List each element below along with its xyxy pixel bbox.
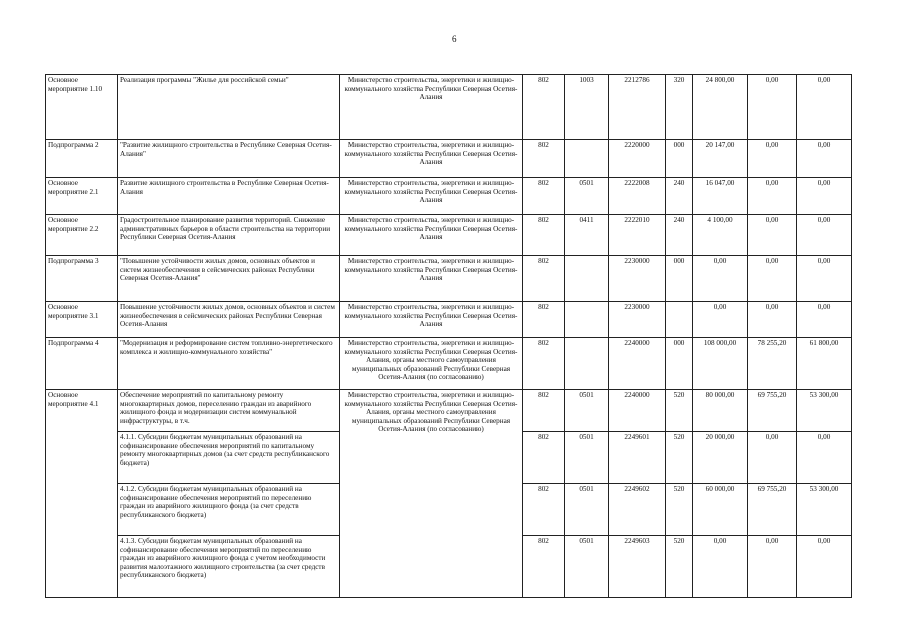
row-name: 4.1.1. Субсидии бюджетам муниципальных образований на софинансирование обеспечения мероприятий по капитальному ремонту многоквартирных домов (за счет средств республиканского бюджета): [118, 432, 340, 484]
row-amount-y1: 24 800,00: [693, 75, 748, 140]
row-amount-y3: 0,00: [797, 140, 852, 178]
row-executor: Министерство строительства, энергетики и жилищно-коммунального хозяйства Республики Северная Осетия-Алания: [340, 140, 523, 178]
row-amount-y1: 0,00: [693, 256, 748, 302]
row-name: "Развитие жилищного строительства в Республике Северная Осетия-Алания": [118, 140, 340, 178]
row-amount-y3: 0,00: [797, 302, 852, 338]
row-rzpr: 0501: [565, 390, 609, 432]
row-csr: 2249602: [609, 484, 666, 536]
row-grbs: 802: [523, 75, 565, 140]
table-row: [46, 215, 852, 256]
row-amount-y2: 0,00: [748, 140, 797, 178]
row-vr: 240: [666, 215, 693, 256]
row-vr: 000: [666, 338, 693, 390]
row-grbs: 802: [523, 338, 565, 390]
row-amount-y2: 78 255,20: [748, 338, 797, 390]
row-rzpr: 0411: [565, 215, 609, 256]
table-body: [46, 75, 852, 598]
row-amount-y2: 0,00: [748, 536, 797, 598]
row-rzpr: [565, 302, 609, 338]
row-name: Градостроительное планирование развития территорий. Снижение административных барьеров в области строительства на территории Республики Северная Осетия-Алания: [118, 215, 340, 256]
row-vr: 240: [666, 178, 693, 215]
table-row: [46, 338, 852, 390]
row-csr: 2240000: [609, 338, 666, 390]
row-vr: 520: [666, 536, 693, 598]
page-number: 6: [452, 34, 457, 44]
row-rzpr: 0501: [565, 178, 609, 215]
row-amount-y2: 0,00: [748, 178, 797, 215]
row-amount-y1: 16 047,00: [693, 178, 748, 215]
row-amount-y2: 0,00: [748, 215, 797, 256]
row-name: 4.1.3. Субсидии бюджетам муниципальных образований на софинансирование обеспечения мероприятий по переселению граждан из аварийного жилищного фонда с учетом необходимости развития малоэтажного жилищного строительства (за счет средств республиканского бюджета): [118, 536, 340, 598]
row-amount-y1: 20 147,00: [693, 140, 748, 178]
table-row: [46, 75, 852, 140]
row-csr: 2249603: [609, 536, 666, 598]
row-executor: Министерство строительства, энергетики и жилищно-коммунального хозяйства Республики Северная Осетия-Алания, органы местного самоуправления муниципальных образований Республики Северная Осетия-Алания (по согласованию): [340, 338, 523, 390]
row-grbs: 802: [523, 140, 565, 178]
row-code: Подпрограмма 2: [46, 140, 118, 178]
row-amount-y3: 53 300,00: [797, 484, 852, 536]
row-amount-y2: 0,00: [748, 432, 797, 484]
row-amount-y3: 0,00: [797, 75, 852, 140]
row-vr: 520: [666, 484, 693, 536]
row-vr: 520: [666, 390, 693, 432]
row-amount-y3: 0,00: [797, 536, 852, 598]
row-name: "Модернизация и реформирование систем топливно-энергетического комплекса и жилищно-коммунального хозяйства": [118, 338, 340, 390]
row-name: Реализация программы "Жилье для российской семьи": [118, 75, 340, 140]
row-name: Повышение устойчивости жилых домов, основных объектов и систем жизнеобеспечения в сейсмических районах Республики Северная Осетия-Алания: [118, 302, 340, 338]
row-grbs: 802: [523, 390, 565, 432]
row-csr: 2230000: [609, 256, 666, 302]
row-csr: 2230000: [609, 302, 666, 338]
row-executor: Министерство строительства, энергетики и жилищно-коммунального хозяйства Республики Северная Осетия-Алания: [340, 256, 523, 302]
row-amount-y1: 80 000,00: [693, 390, 748, 432]
row-rzpr: [565, 140, 609, 178]
row-rzpr: [565, 256, 609, 302]
row-amount-y1: 108 000,00: [693, 338, 748, 390]
group-code: Основное мероприятие 4.1: [46, 390, 118, 598]
row-name: 4.1.2. Субсидии бюджетам муниципальных образований на софинансирование обеспечения мероприятий по переселению граждан из аварийного жилищного фонда (за счет средств республиканского бюджета): [118, 484, 340, 536]
row-csr: 2220000: [609, 140, 666, 178]
row-rzpr: 1003: [565, 75, 609, 140]
row-executor: Министерство строительства, энергетики и жилищно-коммунального хозяйства Республики Северная Осетия-Алания: [340, 75, 523, 140]
row-amount-y2: 0,00: [748, 75, 797, 140]
row-amount-y2: 0,00: [748, 302, 797, 338]
row-rzpr: [565, 338, 609, 390]
row-code: Подпрограмма 4: [46, 338, 118, 390]
row-grbs: 802: [523, 432, 565, 484]
row-csr: 2249601: [609, 432, 666, 484]
row-amount-y2: 0,00: [748, 256, 797, 302]
group-executor: Министерство строительства, энергетики и жилищно-коммунального хозяйства Республики Северная Осетия-Алания, органы местного самоуправления муниципальных образований Республики Северная Осетия-Алания (по согласованию): [340, 390, 523, 598]
row-name: Развитие жилищного строительства в Республике Северная Осетия-Алания: [118, 178, 340, 215]
row-rzpr: 0501: [565, 484, 609, 536]
row-amount-y2: 69 755,20: [748, 390, 797, 432]
row-grbs: 802: [523, 256, 565, 302]
table-row: [46, 140, 852, 178]
row-name: "Повышение устойчивости жилых домов, основных объектов и систем жизнеобеспечения в сейсмических районах Республики Северная Осетия-Алания": [118, 256, 340, 302]
row-name: Обеспечение мероприятий по капитальному ремонту многоквартирных домов, переселению граждан из аварийного жилищного фонда и модернизации систем коммунальной инфраструктуры, в т.ч.: [118, 390, 340, 432]
row-code: Основное мероприятие 1.10: [46, 75, 118, 140]
row-amount-y1: 20 000,00: [693, 432, 748, 484]
row-grbs: 802: [523, 302, 565, 338]
row-csr: 2222008: [609, 178, 666, 215]
row-amount-y3: 0,00: [797, 215, 852, 256]
row-csr: 2240000: [609, 390, 666, 432]
row-grbs: 802: [523, 215, 565, 256]
table-row: [46, 390, 852, 432]
row-amount-y3: 0,00: [797, 178, 852, 215]
row-vr: 320: [666, 75, 693, 140]
row-rzpr: 0501: [565, 432, 609, 484]
row-grbs: 802: [523, 536, 565, 598]
row-amount-y3: 53 300,00: [797, 390, 852, 432]
row-grbs: 802: [523, 178, 565, 215]
row-amount-y1: 0,00: [693, 302, 748, 338]
row-amount-y1: 4 100,00: [693, 215, 748, 256]
budget-table: [45, 74, 852, 598]
row-csr: 2222010: [609, 215, 666, 256]
row-amount-y2: 69 755,20: [748, 484, 797, 536]
row-amount-y3: 0,00: [797, 432, 852, 484]
table-row: [46, 178, 852, 215]
row-csr: 2212786: [609, 75, 666, 140]
row-vr: 520: [666, 432, 693, 484]
row-vr: [666, 302, 693, 338]
row-code: Основное мероприятие 2.2: [46, 215, 118, 256]
row-rzpr: 0501: [565, 536, 609, 598]
row-code: Основное мероприятие 2.1: [46, 178, 118, 215]
table-row: [46, 256, 852, 302]
row-amount-y3: 0,00: [797, 256, 852, 302]
row-executor: Министерство строительства, энергетики и жилищно-коммунального хозяйства Республики Северная Осетия-Алания: [340, 302, 523, 338]
row-amount-y1: 0,00: [693, 536, 748, 598]
row-amount-y1: 60 000,00: [693, 484, 748, 536]
row-vr: 000: [666, 256, 693, 302]
row-vr: 000: [666, 140, 693, 178]
row-grbs: 802: [523, 484, 565, 536]
row-executor: Министерство строительства, энергетики и жилищно-коммунального хозяйства Республики Северная Осетия-Алания: [340, 178, 523, 215]
row-code: Основное мероприятие 3.1: [46, 302, 118, 338]
table-row: [46, 302, 852, 338]
row-amount-y3: 61 800,00: [797, 338, 852, 390]
row-code: Подпрограмма 3: [46, 256, 118, 302]
row-executor: Министерство строительства, энергетики и жилищно-коммунального хозяйства Республики Северная Осетия-Алания: [340, 215, 523, 256]
